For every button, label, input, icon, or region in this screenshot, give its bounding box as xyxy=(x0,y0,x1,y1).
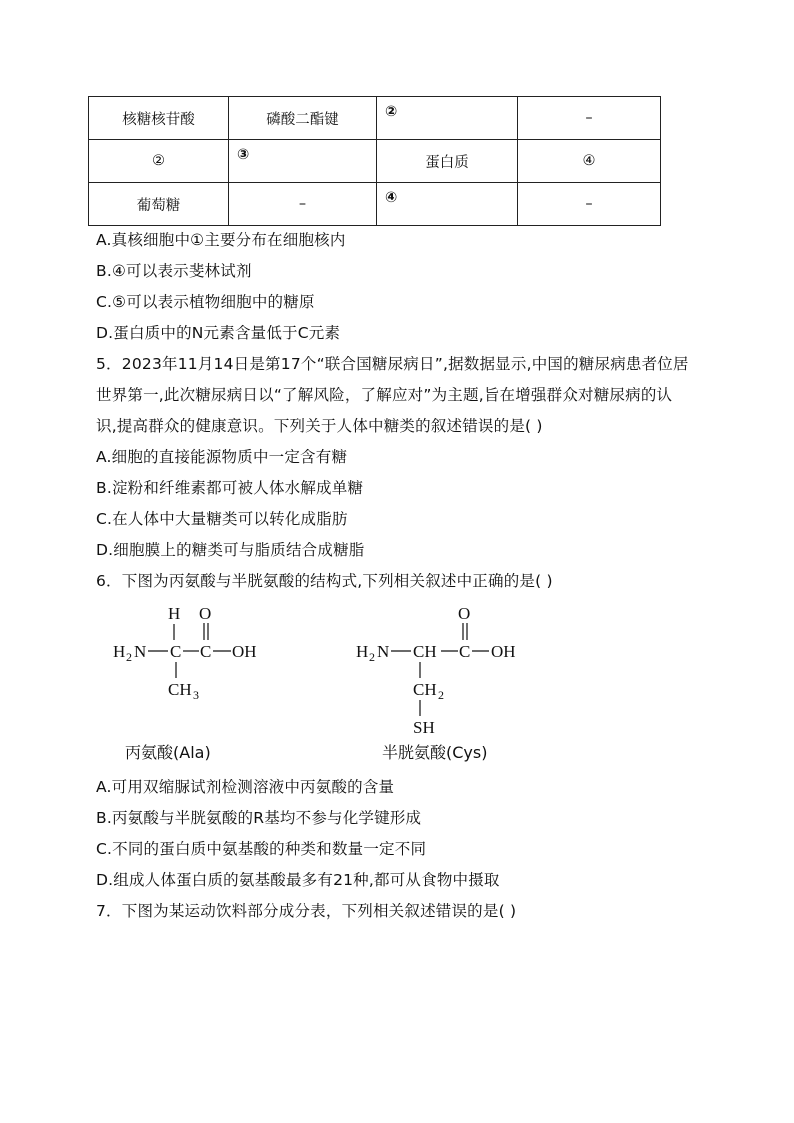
ala-ch3-sub: 3 xyxy=(193,688,199,702)
ala-ch3-ch: CH xyxy=(168,680,192,699)
table-cell: ② xyxy=(377,97,518,140)
cysteine-structure xyxy=(356,604,516,762)
table-cell: – xyxy=(229,183,377,226)
q6-stem: 6．下图为丙氨酸与半胱氨酸的结构式,下列相关叙述中正确的是( ) xyxy=(96,572,553,590)
table-cell: – xyxy=(518,97,661,140)
cys-ch2-sub: 2 xyxy=(438,688,444,702)
ala-oh-group: OH xyxy=(232,642,257,661)
cys-sh-group: SH xyxy=(413,718,435,737)
cys-ch-group: CH xyxy=(413,642,437,661)
table-cell: ② xyxy=(89,140,229,183)
table-cell: 蛋白质 xyxy=(377,140,518,183)
table-row xyxy=(89,97,661,140)
table-row xyxy=(89,183,661,226)
ala-caption: 丙氨酸(Ala) xyxy=(125,743,211,762)
q4-option-d: D.蛋白质中的N元素含量低于C元素 xyxy=(96,324,341,342)
q7-stem: 7．下图为某运动饮料部分成分表，下列相关叙述错误的是( ) xyxy=(96,902,517,920)
ala-n-atom: N xyxy=(134,642,147,661)
cys-ch2-ch: CH xyxy=(413,680,437,699)
q6-option-a: A.可用双缩脲试剂检测溶液中丙氨酸的含量 xyxy=(96,778,395,796)
ala-h2n-h: H xyxy=(113,642,126,661)
q5-option-a: A.细胞的直接能源物质中一定含有糖 xyxy=(96,448,348,466)
q4-option-a: A.真核细胞中①主要分布在细胞核内 xyxy=(96,231,346,249)
ala-c-carboxyl: C xyxy=(200,642,212,661)
q6-option-b: B.丙氨酸与半胱氨酸的R基均不参与化学键形成 xyxy=(96,809,422,827)
cys-n-atom: N xyxy=(377,642,390,661)
table-cell: ④ xyxy=(377,183,518,226)
ala-o-atom: O xyxy=(199,604,212,623)
table-cell: 磷酸二酯键 xyxy=(229,97,377,140)
q6-option-c: C.不同的蛋白质中氨基酸的种类和数量一定不同 xyxy=(96,840,427,858)
q5-stem-line1: 5．2023年11月14日是第17个“联合国糖尿病日”,据数据显示,中国的糖尿病患者位居 xyxy=(96,355,689,373)
q4-option-b: B.④可以表示斐林试剂 xyxy=(96,262,252,280)
ala-h2n-sub: 2 xyxy=(126,650,132,664)
q5-stem-line2: 世界第一,此次糖尿病日以“了解风险，了解应对”为主题,旨在增强群众对糖尿病的认 xyxy=(96,386,673,404)
cys-c-carboxyl: C xyxy=(459,642,471,661)
cys-h2n-sub: 2 xyxy=(369,650,375,664)
table-cell: ④ xyxy=(518,140,661,183)
table-row xyxy=(89,140,661,183)
cys-o-atom: O xyxy=(458,604,471,623)
q6-option-d: D.组成人体蛋白质的氨基酸最多有21种,都可从食物中摄取 xyxy=(96,871,500,889)
ala-c-alpha: C xyxy=(170,642,182,661)
ala-h-atom: H xyxy=(168,604,181,623)
table-cell: ③ xyxy=(229,140,377,183)
q5-option-d: D.细胞膜上的糖类可与脂质结合成糖脂 xyxy=(96,541,365,559)
cys-h2n-h: H xyxy=(356,642,369,661)
amino-acid-structures xyxy=(100,596,560,766)
cys-caption: 半胱氨酸(Cys) xyxy=(382,743,488,762)
answer-table xyxy=(88,96,661,226)
table-cell: 核糖核苷酸 xyxy=(89,97,229,140)
q5-option-b: B.淀粉和纤维素都可被人体水解成单糖 xyxy=(96,479,364,497)
table-cell: – xyxy=(518,183,661,226)
alanine-structure xyxy=(113,604,257,762)
cys-oh-group: OH xyxy=(491,642,516,661)
q5-stem-line3: 识,提高群众的健康意识。下列关于人体中糖类的叙述错误的是( ) xyxy=(96,417,543,435)
q4-option-c: C.⑤可以表示植物细胞中的糖原 xyxy=(96,293,315,311)
q5-option-c: C.在人体中大量糖类可以转化成脂肪 xyxy=(96,510,348,528)
table-cell: 葡萄糖 xyxy=(89,183,229,226)
